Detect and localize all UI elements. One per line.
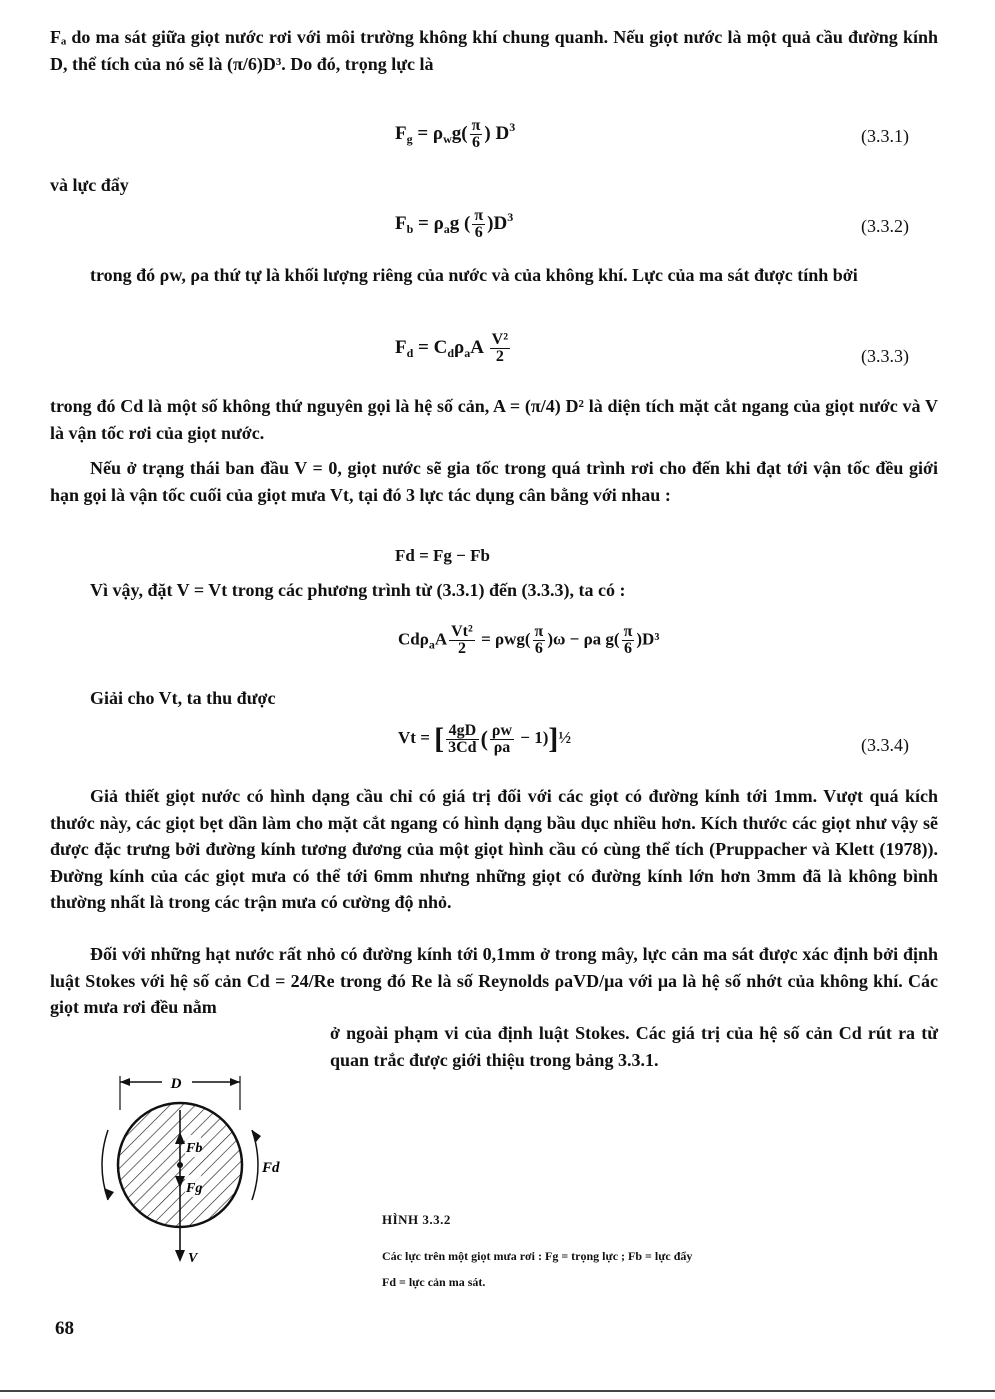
v-label: V (188, 1251, 198, 1266)
figure-title: HÌNH 3.3.2 (382, 1212, 451, 1227)
paragraph-substitution: Vì vậy, đặt V = Vt trong các phương trình từ (3.3.1) đến (3.3.3), ta có : (90, 580, 626, 600)
equation-3-3-3: $F_d = C_d\rho_aA$ $\frac{\text{V²}}{2}$ (395, 331, 509, 365)
bottom-rule (0, 1390, 995, 1392)
velocity-arrow-icon (175, 1250, 185, 1262)
equation-3-3-2: $F_b = \rho_ag$ ( $\frac{\pi}{6}$ )$D^3$ (395, 207, 514, 241)
paragraph-shape-assumption: Giả thiết giọt nước có hình dạng cầu chỉ có giá trị đối với các giọt có đường kính tới 1mm. Vượt quá kích thước này, các giọt bẹt dần làm cho mặt cắt ngang có hình dạng bầu dục nhiều hơn. Kích thước các giọt như vậy sẽ được đặc trưng bởi đường kính tương đương của một giọt hình cầu có cùng thể tích (Pruppacher và Klett (1978)). Đường kính của các giọt mưa có thể tới 6mm nhưng những giọt có đường kính lớn hơn 3mm đã là không bình thường nhất là trong các trận mưa có cường độ nhỏ. (50, 786, 938, 912)
paragraph-stokes-cont: ở ngoài phạm vi của định luật Stokes. Các giá trị của hệ số cản Cd rút ra từ quan trắc được giới thiệu trong bảng 3.3.1. (330, 1023, 938, 1070)
fb-label: Fb (186, 1141, 203, 1156)
equation-number-3-3-3: (3.3.3) (861, 346, 909, 366)
paragraph-stokes: Đối với những hạt nước rất nhỏ có đường kính tới 0,1mm ở trong mây, lực cản ma sát được xác định bởi định luật Stokes với hệ số cản Cd = 24/Re trong đó Re là số Reynolds ρaVD/μa với μa là hệ số nhớt của không khí. Các giọt mưa rơi đều nằm (50, 944, 938, 1017)
paragraph-solve: Giải cho Vt, ta thu được (90, 688, 276, 708)
equation-number-3-3-1: (3.3.1) (861, 126, 909, 146)
diameter-label: D (170, 1076, 182, 1092)
paragraph-intro: Fₐ do ma sát giữa giọt nước rơi với môi trường không khí chung quanh. Nếu giọt nước là một quả cầu đường kính D, thể tích của nó sẽ là (π/6)D³. Do đó, trọng lực là (50, 27, 938, 74)
paragraph-drag-coefficient: trong đó Cd là một số không thứ nguyên gọi là hệ số cản, A = (π/4) D² là diện tích mặt cắt ngang của giọt nước và V là vận tốc rơi của giọt nước. (50, 396, 938, 443)
figure-caption-line-1: Các lực trên một giọt mưa rơi : Fg = trọng lực ; Fb = lực đẩy (382, 1249, 693, 1263)
equation-number-3-3-2: (3.3.2) (861, 216, 909, 236)
paragraph-terminal-velocity: Nếu ở trạng thái ban đầu V = 0, giọt nước sẽ gia tốc trong quá trình rơi cho đến khi đạt tới vận tốc đều giới hạn gọi là vận tốc cuối của giọt mưa Vt, tại đó 3 lực tác dụng cân bằng với nhau : (50, 458, 938, 505)
equation-combined: Cdρ$_a$A $\frac{\text{Vt²}}{2}$ = ρwg( $\frac{\pi}{6}$ )ω − ρa g( $\frac{\pi}{6}$ )D³ (398, 623, 660, 657)
equation-number-3-3-4: (3.3.4) (861, 735, 909, 755)
paragraph-densities: trong đó ρw, ρa thứ tự là khối lượng riêng của nước và của không khí. Lực của ma sát được tính bởi (90, 265, 858, 285)
equation-3-3-4: Vt = [ $\frac{4gD}{3Cd}$ ( $\frac{\rho w}{\rho a}$ − 1)]½ (398, 721, 572, 756)
equation-3-3-1: $F_g = \rho_wg$( $\frac{\pi}{6}$ ) $D^3$ (395, 117, 516, 151)
page-number: 68 (55, 1318, 74, 1339)
fg-label: Fg (186, 1181, 203, 1196)
paragraph-buoyancy-intro: và lực đẩy (50, 175, 129, 195)
raindrop-force-diagram (90, 1070, 290, 1270)
fd-label: Fd (262, 1160, 280, 1176)
figure-caption-line-2: Fd = lực cản ma sát. (382, 1275, 486, 1289)
equation-force-balance: Fd = Fg − Fb (395, 546, 490, 565)
figure-caption (382, 1243, 902, 1295)
